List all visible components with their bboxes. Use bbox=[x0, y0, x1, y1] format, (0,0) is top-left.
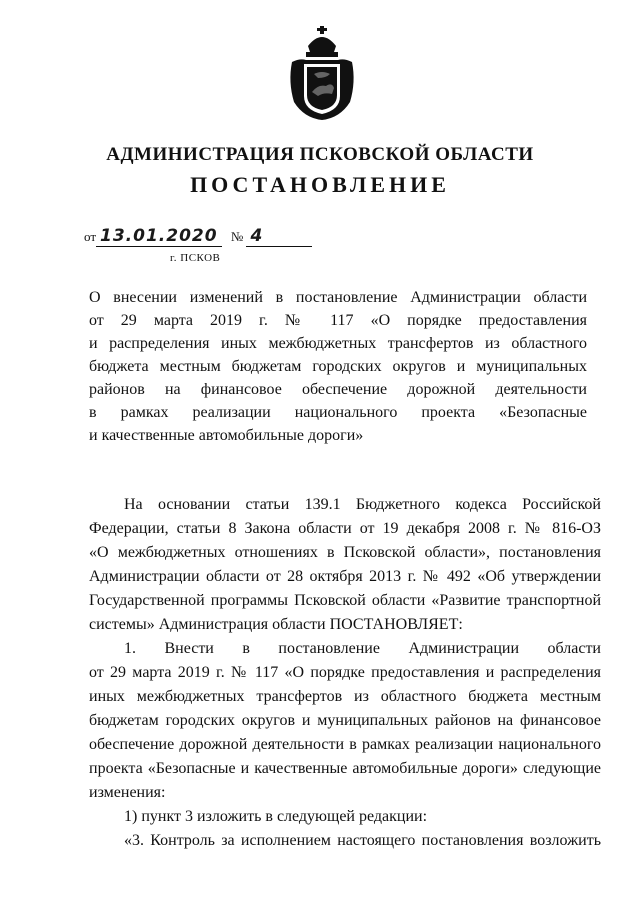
body-line: «3. Контроль за исполнением настоящего постановления возложить bbox=[124, 832, 601, 849]
body-line: от 29 марта 2019 г. № 117 «О порядке предоставления и распределения bbox=[89, 664, 601, 681]
body-line: системы» Администрация области ПОСТАНОВЛЯЕТ: bbox=[89, 616, 463, 633]
title-line: районов на финансовое обеспечение дорожной деятельности bbox=[89, 381, 587, 398]
body-line: «О межбюджетных отношениях в Псковской области», постановления bbox=[89, 544, 601, 561]
body-line: бюджетам городских округов и муниципальных районов на финансовое bbox=[89, 712, 601, 729]
body-line: Федерации, статьи 8 Закона области от 19 декабря 2008 г. № 816-ОЗ bbox=[89, 520, 601, 537]
title-line: О внесении изменений в постановление Администрации области bbox=[89, 289, 587, 306]
handwritten-date: 13.01.2020 bbox=[96, 226, 222, 247]
date-prefix: от bbox=[84, 229, 97, 244]
title-line: и распределения иных межбюджетных трансфертов из областного bbox=[89, 335, 587, 352]
body-line: изменения: bbox=[89, 784, 166, 801]
city-label: г. ПСКОВ bbox=[170, 252, 221, 264]
body-line: обеспечение дорожной деятельности в рамках реализации национального bbox=[89, 736, 601, 753]
body-line: На основании статьи 139.1 Бюджетного кодекса Российской bbox=[124, 496, 601, 513]
coat-of-arms-icon bbox=[284, 22, 360, 122]
handwritten-number: 4 bbox=[246, 226, 312, 247]
title-line: и качественные автомобильные дороги» bbox=[89, 427, 364, 444]
date-number-line bbox=[84, 226, 312, 247]
body-line: проекта «Безопасные и качественные автомобильные дороги» следующие bbox=[89, 760, 601, 777]
body-line: 1) пункт 3 изложить в следующей редакции: bbox=[124, 808, 428, 825]
document-type: ПОСТАНОВЛЕНИЕ bbox=[190, 172, 450, 197]
title-line: от 29 марта 2019 г. № 117 «О порядке предоставления bbox=[89, 312, 587, 329]
title-line: бюджета местным бюджетам городских округов и муниципальных bbox=[89, 358, 587, 375]
organization-name: АДМИНИСТРАЦИЯ ПСКОВСКОЙ ОБЛАСТИ bbox=[106, 144, 534, 165]
body-line: иных межбюджетных трансфертов из областного бюджета местным bbox=[89, 688, 601, 705]
body-line: 1. Внести в постановление Администрации области bbox=[124, 640, 601, 657]
body-line: Государственной программы Псковской области «Развитие транспортной bbox=[89, 592, 601, 609]
number-prefix: № bbox=[230, 229, 244, 244]
body-line: Администрации области от 28 октября 2013 г. № 492 «Об утверждении bbox=[89, 568, 601, 585]
title-line: в рамках реализации национального проекта «Безопасные bbox=[89, 404, 587, 421]
